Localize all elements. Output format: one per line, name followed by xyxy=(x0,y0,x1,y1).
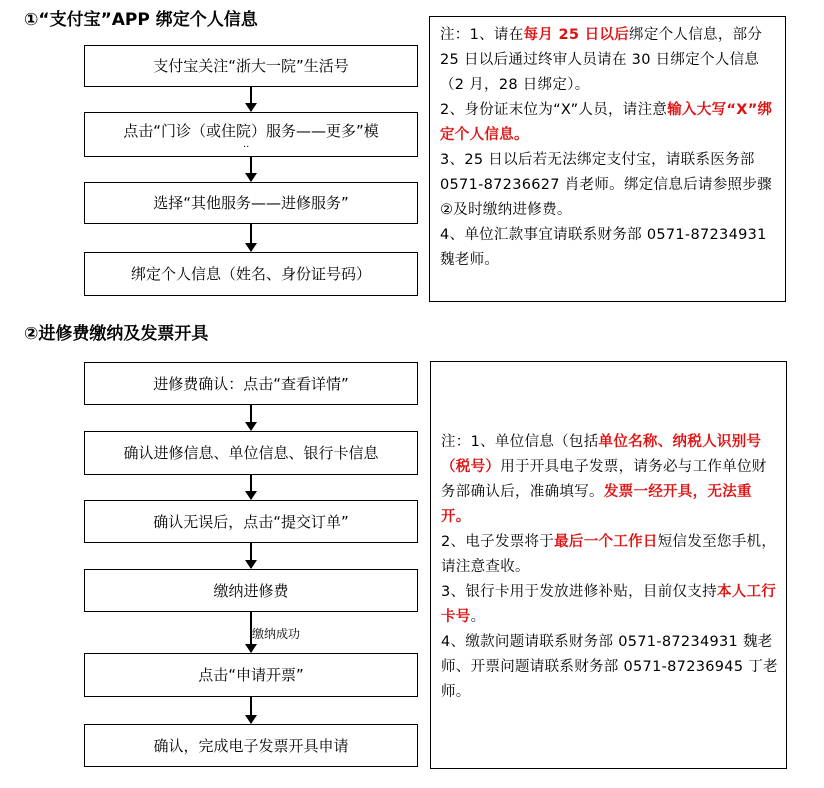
flow-step-2-5: 点击“申请开票” xyxy=(84,653,418,697)
note-highlight: 本人工行卡号 xyxy=(441,584,777,625)
flow-arrow xyxy=(250,697,252,723)
section1-title: ①“支付宝”APP 绑定个人信息 xyxy=(24,10,258,30)
note-item xyxy=(441,430,778,530)
note-highlight: 最后一个工作日 xyxy=(554,534,658,550)
flow-step-2-2: 确认进修信息、单位信息、银行卡信息 xyxy=(84,431,418,475)
flow-step-1-1: 支付宝关注“浙大一院”生活号 xyxy=(84,45,418,87)
note-text: 2、身份证末位为“X”人员，请注意 xyxy=(440,102,668,118)
note-text: 注：1、单位信息（包括 xyxy=(441,434,599,450)
flow-arrow xyxy=(250,224,252,251)
flow-step-1-2 xyxy=(84,112,418,157)
flow-step-1-2-text: 点击“门诊（或住院）服务——更多”模 xyxy=(123,122,379,140)
section2-title: ②进修费缴纳及发票开具 xyxy=(24,324,209,344)
note-highlight: 发票一经开具，无法重开。 xyxy=(441,484,752,525)
flow-step-1-2-overflow: ·· xyxy=(243,142,250,153)
note-text: 用于开具电子发票，请务必与工作单位财务部确认后，准确填写。 xyxy=(441,459,767,500)
flow-step-2-3: 确认无误后，点击“提交订单” xyxy=(84,500,418,543)
note-text: 绑定个人信息，部分 25 日以后通过终审人员请在 30 日绑定个人信息（2 月，28 日绑定）。 xyxy=(440,27,763,93)
note-text: 3、银行卡用于发放进修补贴，目前仅支持 xyxy=(441,584,717,600)
note-item xyxy=(440,23,777,98)
note-text: 3、25 日以后若无法绑定支付宝，请联系医务部 0571-87236627 肖老师。绑定信息后请参照步骤②及时缴纳进修费。 xyxy=(440,152,772,218)
note-highlight: 输入大写“X”绑定个人信息。 xyxy=(440,102,773,143)
flow-step-1-3: 选择“其他服务——进修服务” xyxy=(84,182,418,224)
note-text: 4、缴款问题请联系财务部 0571-87234931 魏老师、开票问题请联系财务部 0571-87236945 丁老师。 xyxy=(441,634,778,700)
note-text: 。 xyxy=(470,609,486,625)
note-text: 2、电子发票将于 xyxy=(441,534,555,550)
section1-notes xyxy=(429,16,786,302)
note-item xyxy=(441,530,778,580)
note-item xyxy=(440,148,777,223)
flow-step-2-1: 进修费确认：点击“查看详情” xyxy=(84,362,418,405)
note-highlight: 每月 25 日以后 xyxy=(523,27,630,43)
note-text: 注：1、请在 xyxy=(440,27,524,43)
note-item xyxy=(441,580,778,630)
flow-arrow xyxy=(250,87,252,111)
flow-step-2-4: 缴纳进修费 xyxy=(84,569,418,612)
flow-arrow xyxy=(250,405,252,430)
section2-notes xyxy=(430,361,787,769)
arrow-label-paid: 缴纳成功 xyxy=(252,627,301,641)
note-item xyxy=(440,98,777,148)
flow-arrow xyxy=(250,543,252,568)
note-item xyxy=(440,223,777,273)
note-text: 4、单位汇款事宜请联系财务部 0571-87234931 魏老师。 xyxy=(440,227,767,268)
flow-step-2-6: 确认，完成电子发票开具申请 xyxy=(84,724,418,767)
note-highlight: 单位名称、纳税人识别号（税号） xyxy=(441,434,762,475)
note-item xyxy=(441,630,778,705)
flow-arrow xyxy=(250,157,252,181)
note-text: 短信发至您手机，请注意查收。 xyxy=(441,534,777,575)
flow-step-1-4: 绑定个人信息（姓名、身份证号码） xyxy=(84,252,418,296)
flow-arrow xyxy=(250,475,252,499)
